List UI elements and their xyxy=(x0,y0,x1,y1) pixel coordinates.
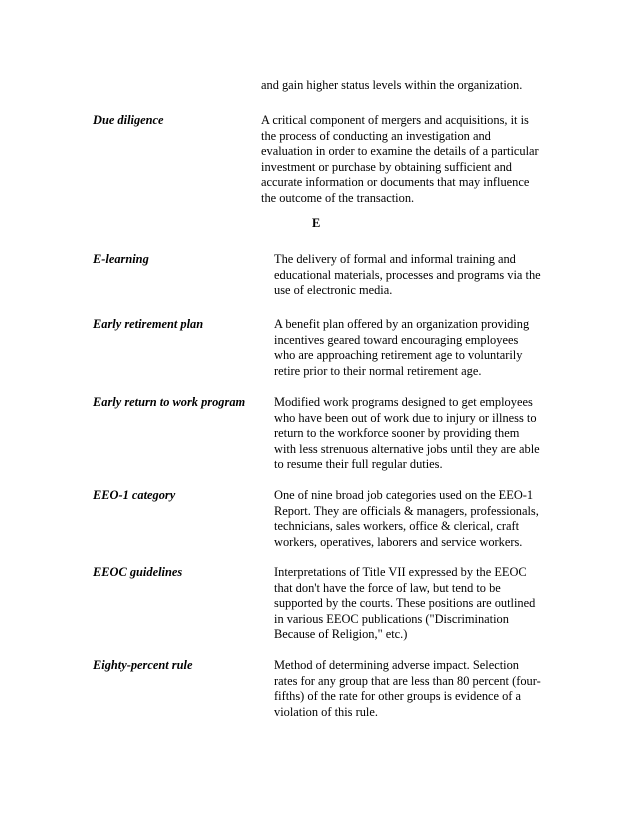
definition-line: technicians, sales workers, office & clerical, craft xyxy=(274,519,520,533)
definition-line: A critical component of mergers and acquisitions, it is xyxy=(261,113,529,127)
definition-line: educational materials, processes and programs via the xyxy=(274,267,541,282)
glossary-definition xyxy=(274,252,541,299)
definition-line: rates for any group that are less than 80 percent (four- xyxy=(274,673,541,688)
definition-line: supported by the courts. These positions are outlined xyxy=(274,596,536,610)
definition-line: return to the workforce sooner by providing them xyxy=(274,426,520,440)
definition-line: the outcome of the transaction. xyxy=(261,190,415,205)
definition-line: The delivery of formal and informal training and xyxy=(274,252,516,266)
definition-line: workers, operatives, laborers and service workers. xyxy=(274,534,523,549)
definition-line: incentives geared toward encouraging employees xyxy=(274,332,519,347)
section-letter: E xyxy=(312,216,321,230)
glossary-term: Early retirement plan xyxy=(93,317,204,331)
definition-line: A benefit plan offered by an organization providing xyxy=(274,317,530,331)
definition-line: the process of conducting an investigation and xyxy=(261,128,491,143)
glossary-term: EEOC guidelines xyxy=(93,565,183,579)
definition-line: investment or purchase by obtaining sufficient and xyxy=(261,159,512,174)
definition-line: and gain higher status levels within the organization. xyxy=(261,78,523,92)
definition-line: Report. They are officials & managers, professionals, xyxy=(274,503,539,518)
glossary-term: EEO-1 category xyxy=(93,488,176,502)
definition-line: that don't have the force of law, but tend to be xyxy=(274,580,501,595)
definition-line: Method of determining adverse impact. Selection xyxy=(274,658,519,672)
definition-line: fifths) of the rate for other groups is evidence of a xyxy=(274,689,522,703)
glossary-term: E-learning xyxy=(93,252,149,266)
definition-line: Modified work programs designed to get employees xyxy=(274,395,533,409)
glossary-definition xyxy=(274,658,541,720)
definition-line: to resume their full regular duties. xyxy=(274,457,443,471)
definition-line: who are approaching retirement age to voluntarily xyxy=(274,348,523,362)
definition-line: accurate information or documents that may influence xyxy=(261,175,530,189)
glossary-definition xyxy=(274,565,535,643)
definition-line: in various EEOC publications ("Discrimination xyxy=(274,611,509,626)
definition-line: One of nine broad job categories used on the EEO-1 xyxy=(274,488,534,502)
definition-line: with less strenuous alternative jobs until they are able xyxy=(274,441,540,456)
definition-line: Interpretations of Title VII expressed by the EEOC xyxy=(274,565,527,579)
glossary-definition xyxy=(261,113,539,206)
continuation-text xyxy=(261,78,522,94)
glossary-definition xyxy=(274,395,540,473)
glossary-term: Early return to work program xyxy=(93,395,246,409)
glossary-definition xyxy=(274,488,539,550)
definition-line: retire prior to their normal retirement age. xyxy=(274,363,482,378)
glossary-term: Due diligence xyxy=(93,113,164,127)
definition-line: violation of this rule. xyxy=(274,704,378,719)
glossary-term: Eighty-percent rule xyxy=(93,658,193,672)
definition-line: who have been out of work due to injury or illness to xyxy=(274,410,537,425)
glossary-definition xyxy=(274,317,529,379)
definition-line: evaluation in order to examine the details of a particular xyxy=(261,144,539,158)
definition-line: Because of Religion," etc.) xyxy=(274,627,408,641)
definition-line: use of electronic media. xyxy=(274,283,393,297)
